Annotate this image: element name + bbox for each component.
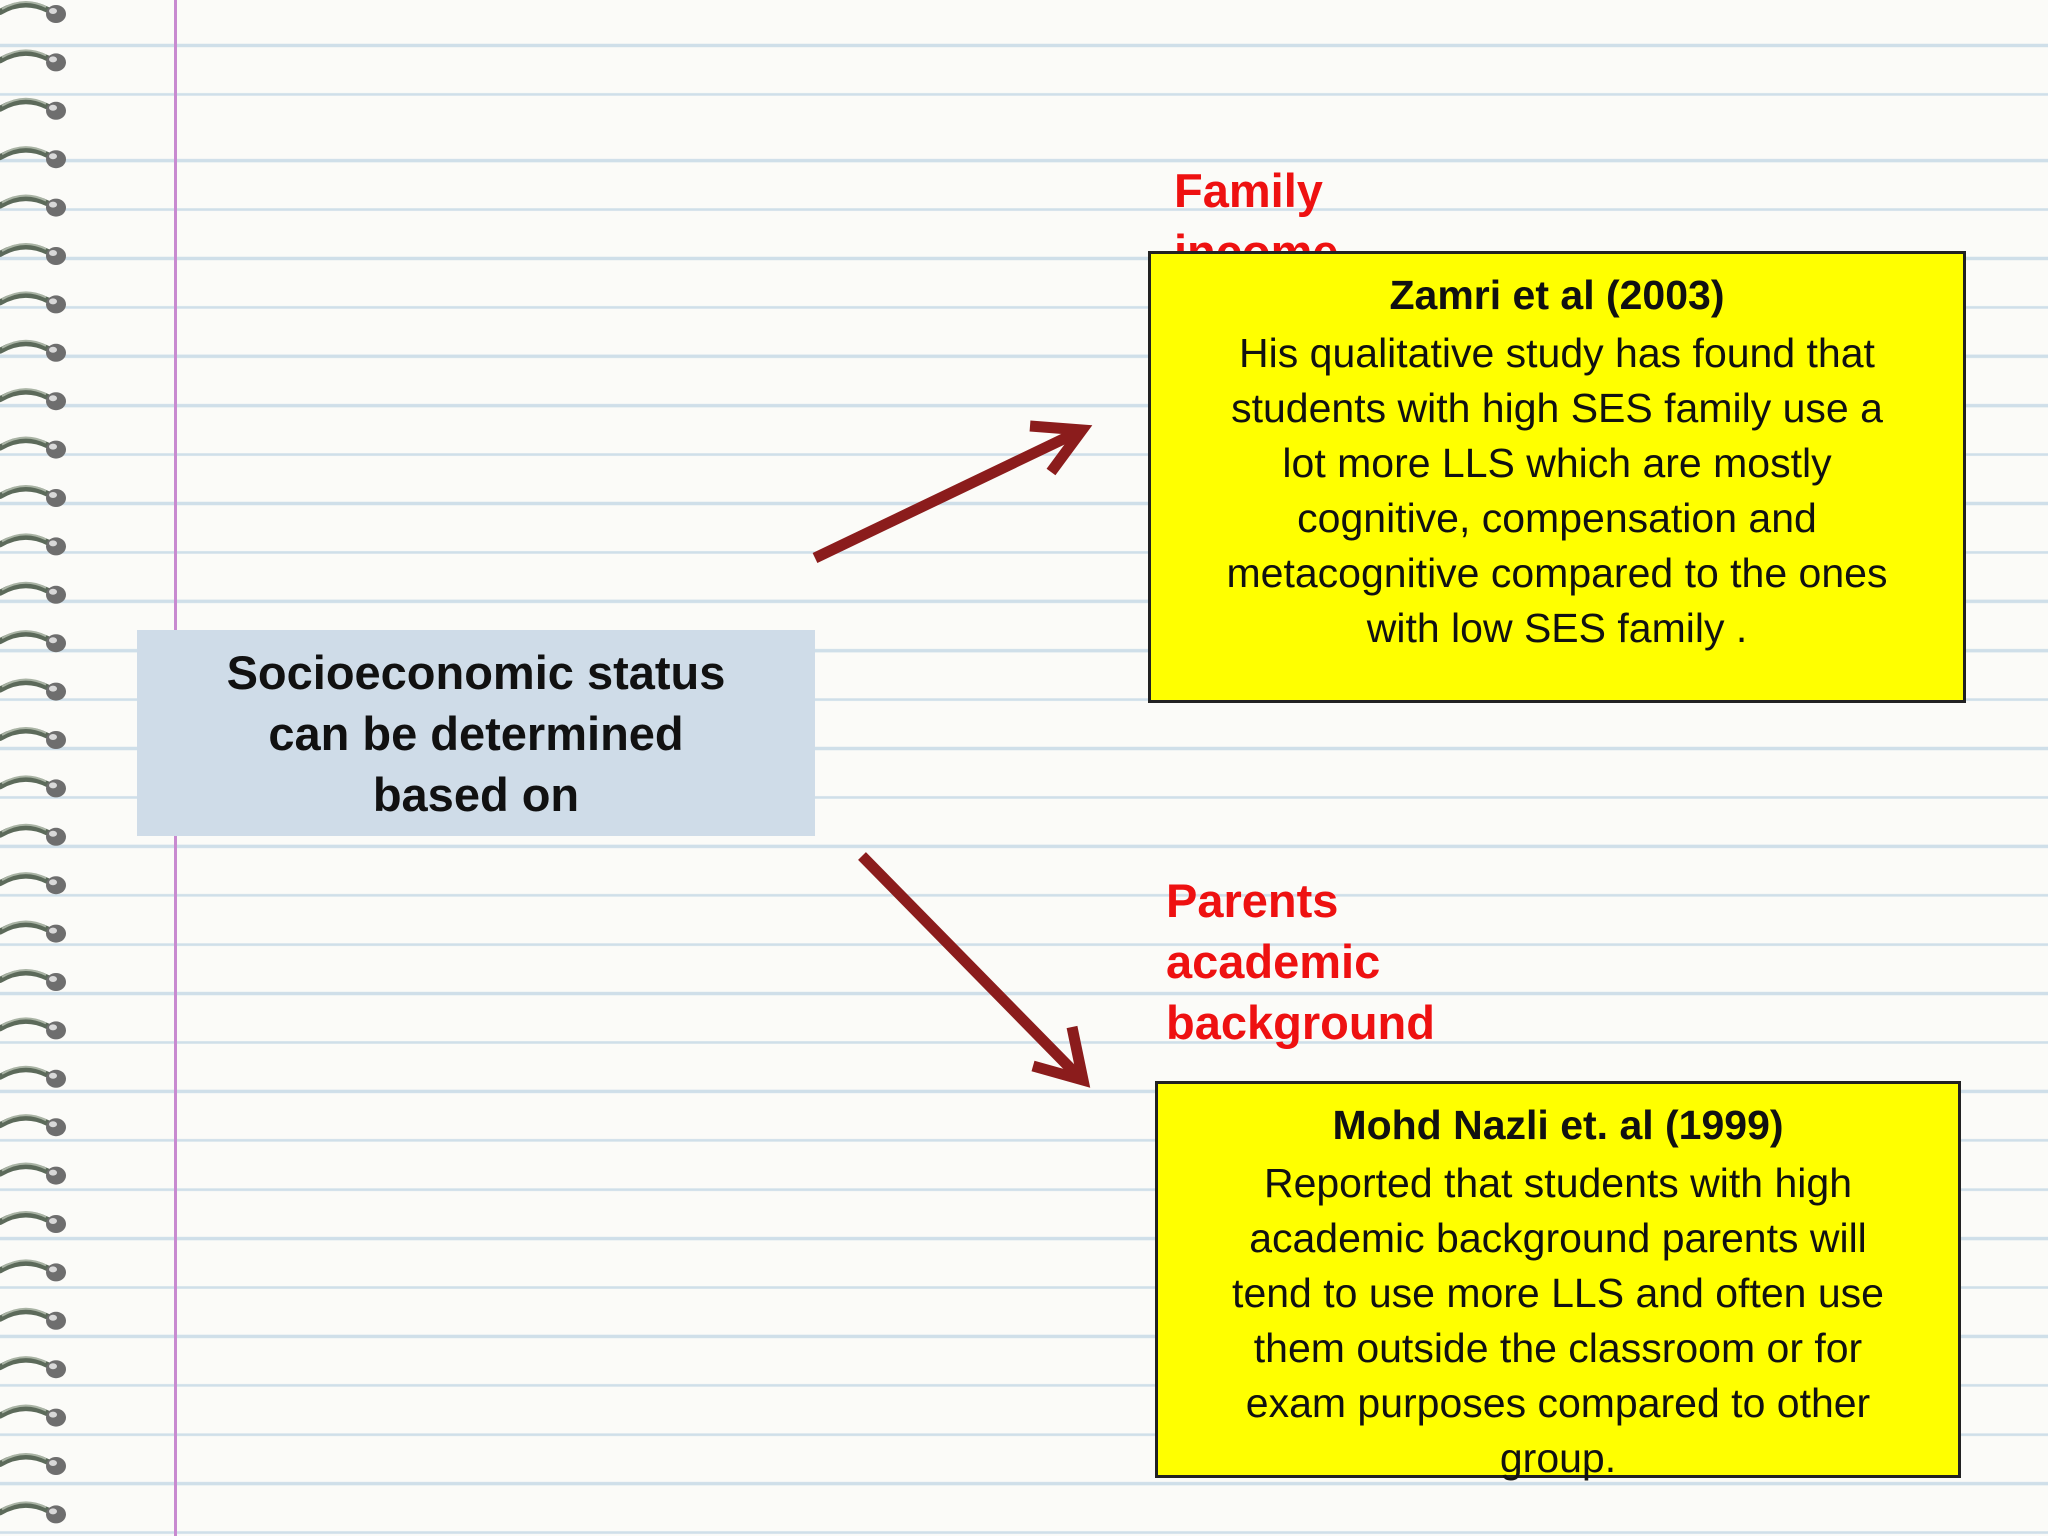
nazli-study-box bbox=[1155, 1081, 1961, 1481]
central-concept-box bbox=[137, 630, 815, 836]
arrow-up-right bbox=[815, 426, 1082, 558]
parents-academic-background-label: Parents academic background bbox=[1166, 874, 1435, 1049]
zamri-study-title: Zamri et al (2003) bbox=[1389, 272, 1725, 318]
arrow-down-right bbox=[862, 856, 1083, 1080]
zamri-study-box bbox=[1148, 251, 1966, 703]
family-income-label: Family bbox=[1174, 164, 1323, 217]
central-concept-text: Socioeconomic status can be determined based on bbox=[226, 645, 726, 821]
zamri-study-text: His qualitative study has found that students with high SES family use a lot more LLS which are mostly cognitive, compensation and metacognitive compared to the ones with low SES family . bbox=[1226, 330, 1888, 651]
nazli-study-text: Reported that students with high academic background parents will tend to use more LLS and often use them outside the classroom or for exam purposes compared to other group. bbox=[1232, 1160, 1884, 1481]
nazli-study-title: Mohd Nazli et. al (1999) bbox=[1332, 1102, 1784, 1148]
